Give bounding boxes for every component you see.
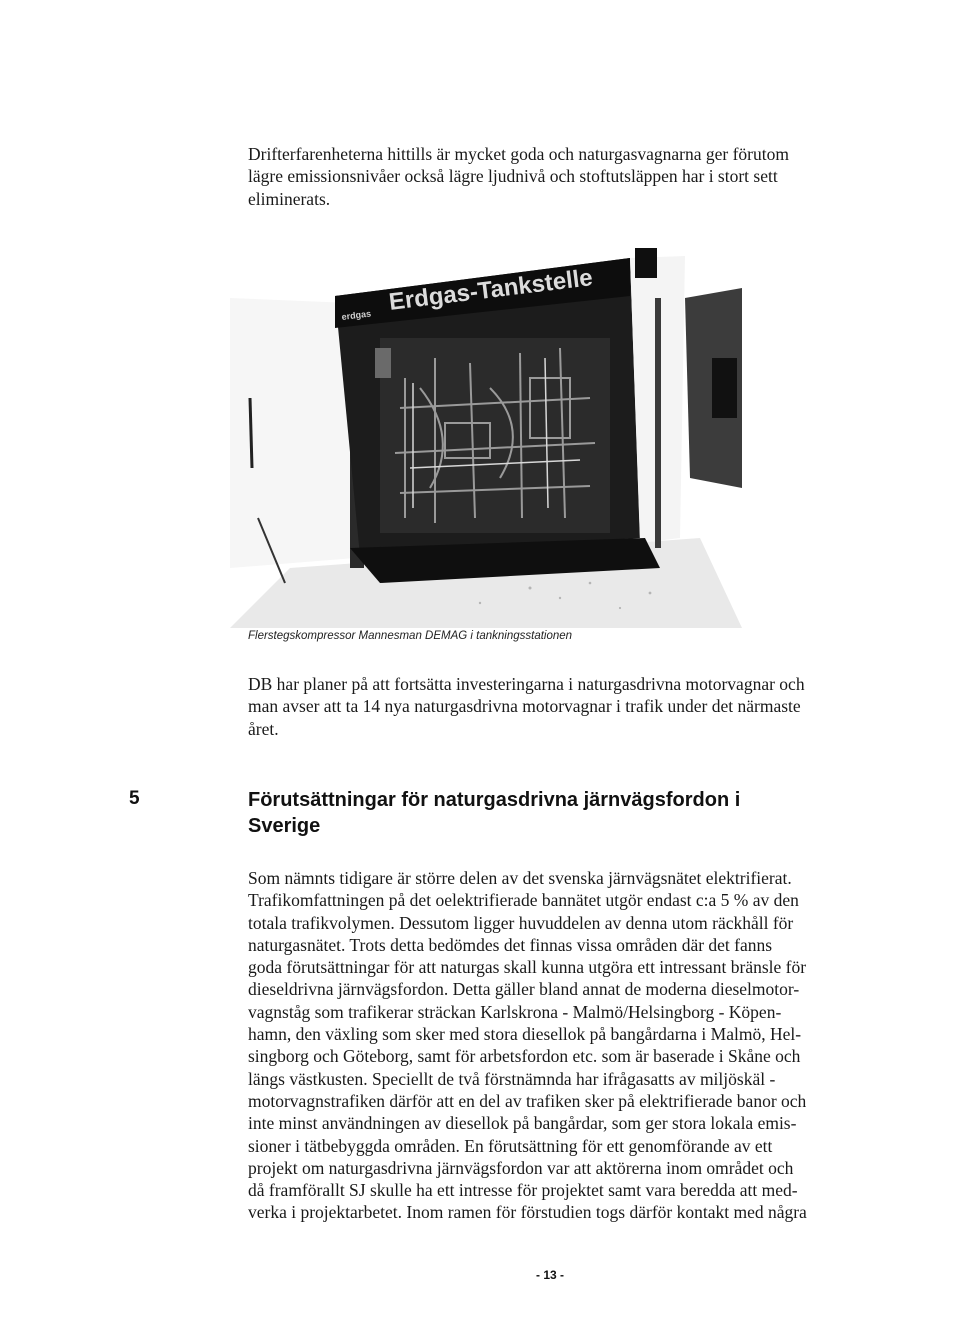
text-line: då framförallt SJ skulle ha ett intresse för projektet samt vara beredda att med- <box>248 1180 798 1201</box>
section-title <box>248 787 740 839</box>
section-title-line: Sverige <box>248 815 321 837</box>
text-line: Trafikomfattningen på det oelektrifierade bannätet utgör endast c:a 5 % av den <box>248 890 799 911</box>
text-line: dieseldrivna järnvägsfordon. Detta gäller bland annat de moderna dieselmotor- <box>248 979 800 1000</box>
body-paragraph <box>248 867 807 1224</box>
db-paragraph <box>248 673 805 740</box>
text-line: Drifterfarenheterna hittills är mycket goda och naturgasvagnarna ger förutom <box>248 144 789 164</box>
section-number: 5 <box>129 788 140 809</box>
text-line: totala trafikvolymen. Dessutom ligger huvuddelen av denna utom räckhåll för <box>248 912 794 933</box>
text-line: lägre emissionsnivåer också lägre ljudnivå och stoftutsläppen har i stort sett <box>248 166 778 187</box>
text-line: verka i projektarbetet. Inom ramen för förstudien togs därför kontakt med några <box>248 1202 807 1223</box>
text-line: naturgasnätet. Trots detta bedömdes det finnas vissa områden där det fanns <box>248 934 773 955</box>
text-line: längs västkusten. Speciellt de två förstnämnda har ifrågasatts av miljöskäl - <box>248 1068 776 1089</box>
text-line: eliminerats. <box>248 188 331 209</box>
compressor-photo <box>230 238 742 628</box>
text-line: vagnståg som trafikerar sträckan Karlskrona - Malmö/Helsingborg - Köpen- <box>248 1001 782 1022</box>
text-line: projekt om naturgasdrivna järnvägsfordon var att aktörerna inom området och <box>248 1157 794 1178</box>
sign-logo: erdgas <box>341 308 372 322</box>
text-line: inte minst användningen av diesellok på bangårdar, som ger stora lokala emis- <box>248 1113 797 1134</box>
text-line: året. <box>248 718 279 739</box>
text-line: goda förutsättningar för att naturgas skall kunna utgöra ett intressant bränsle för <box>248 957 807 978</box>
text-line: Som nämnts tidigare är större delen av det svenska järnvägsnätet elektrifierat. <box>248 868 792 888</box>
text-line: singborg och Göteborg, samt för arbetsfordon etc. som är baserade i Skåne och <box>248 1046 801 1067</box>
text-line: DB har planer på att fortsätta investeringarna i naturgasdrivna motorvagnar och <box>248 674 805 694</box>
photo-caption: Flerstegskompressor Mannesman DEMAG i tankningsstationen <box>248 630 573 642</box>
text-line: sioner i tätbebyggda områden. En förutsättning för ett genomförande av ett <box>248 1135 773 1156</box>
sign-text: Erdgas-Tankstelle <box>387 264 595 316</box>
text-line: hamn, den växling som sker med stora diesellok på bangårdarna i Malmö, Hel- <box>248 1024 802 1045</box>
text-line: man avser att ta 14 nya naturgasdrivna motorvagnar i trafik under det närmaste <box>248 696 801 717</box>
page-number: - 13 - <box>536 1268 565 1282</box>
section-title-line: Förutsättningar för naturgasdrivna järnvägsfordon i <box>248 789 741 811</box>
text-line: motorvagnstrafiken därför att en del av trafiken sker på elektrifierade banor och <box>248 1090 807 1111</box>
intro-paragraph <box>248 143 789 210</box>
